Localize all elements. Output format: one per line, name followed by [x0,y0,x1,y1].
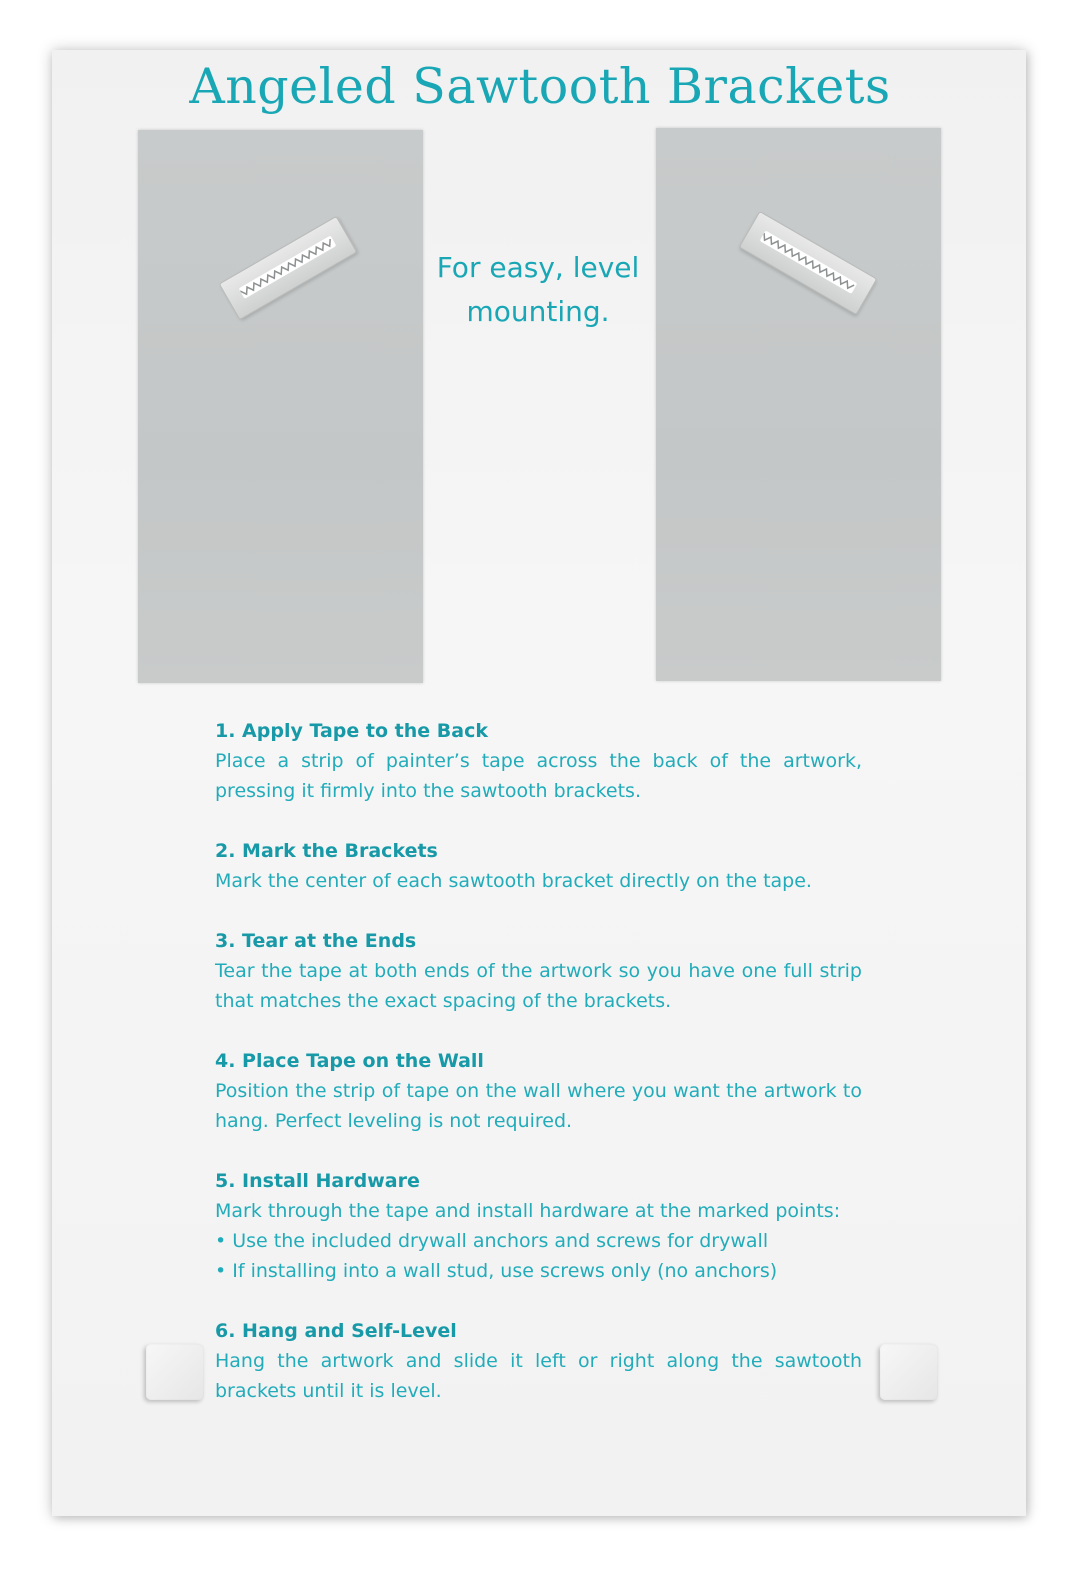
step-1 [215,716,862,806]
step-body: Place a strip of painter’s tape across the back of the artwork, pressing it firmly into the sawtooth brackets. [215,750,862,802]
step-body: Tear the tape at both ends of the artwork so you have one full strip that matches the exact spacing of the brackets. [215,960,862,1012]
step-heading: 4. Place Tape on the Wall [215,1050,484,1072]
instruction-steps [215,716,862,1436]
artwork-back-left-panel [138,130,423,683]
felt-bumper-pad-left [146,1344,204,1400]
sawtooth-teeth-left [239,235,337,298]
step-4 [215,1046,862,1136]
step-6 [215,1316,862,1406]
step-body: Hang the artwork and slide it left or right along the sawtooth brackets until it is level. [215,1350,862,1402]
step-heading: 5. Install Hardware [215,1170,420,1192]
step-heading: 2. Mark the Brackets [215,840,438,862]
sawtooth-bracket-left [219,216,358,320]
step-heading: 6. Hang and Self-Level [215,1320,457,1342]
step-heading: 3. Tear at the Ends [215,930,417,952]
step-3 [215,926,862,1016]
tagline: For easy, level mounting. [436,251,640,328]
page-title: Angeled Sawtooth Brackets [189,58,891,115]
step-bullet: • If installing into a wall stud, use screws only (no anchors) [215,1260,778,1282]
artwork-back-right-panel [656,128,941,681]
step-bullet-list [215,1226,862,1286]
step-5 [215,1166,862,1286]
step-body: Mark through the tape and install hardware at the marked points: [215,1200,841,1222]
sawtooth-teeth-right [760,230,858,293]
step-body: Mark the center of each sawtooth bracket directly on the tape. [215,870,812,892]
sawtooth-bracket-right [739,211,878,315]
step-heading: 1. Apply Tape to the Back [215,720,488,742]
step-bullet: • Use the included drywall anchors and screws for drywall [215,1230,769,1252]
step-body: Position the strip of tape on the wall where you want the artwork to hang. Perfect leveling is not required. [215,1080,862,1132]
felt-bumper-pad-right [880,1344,938,1400]
step-2 [215,836,862,896]
